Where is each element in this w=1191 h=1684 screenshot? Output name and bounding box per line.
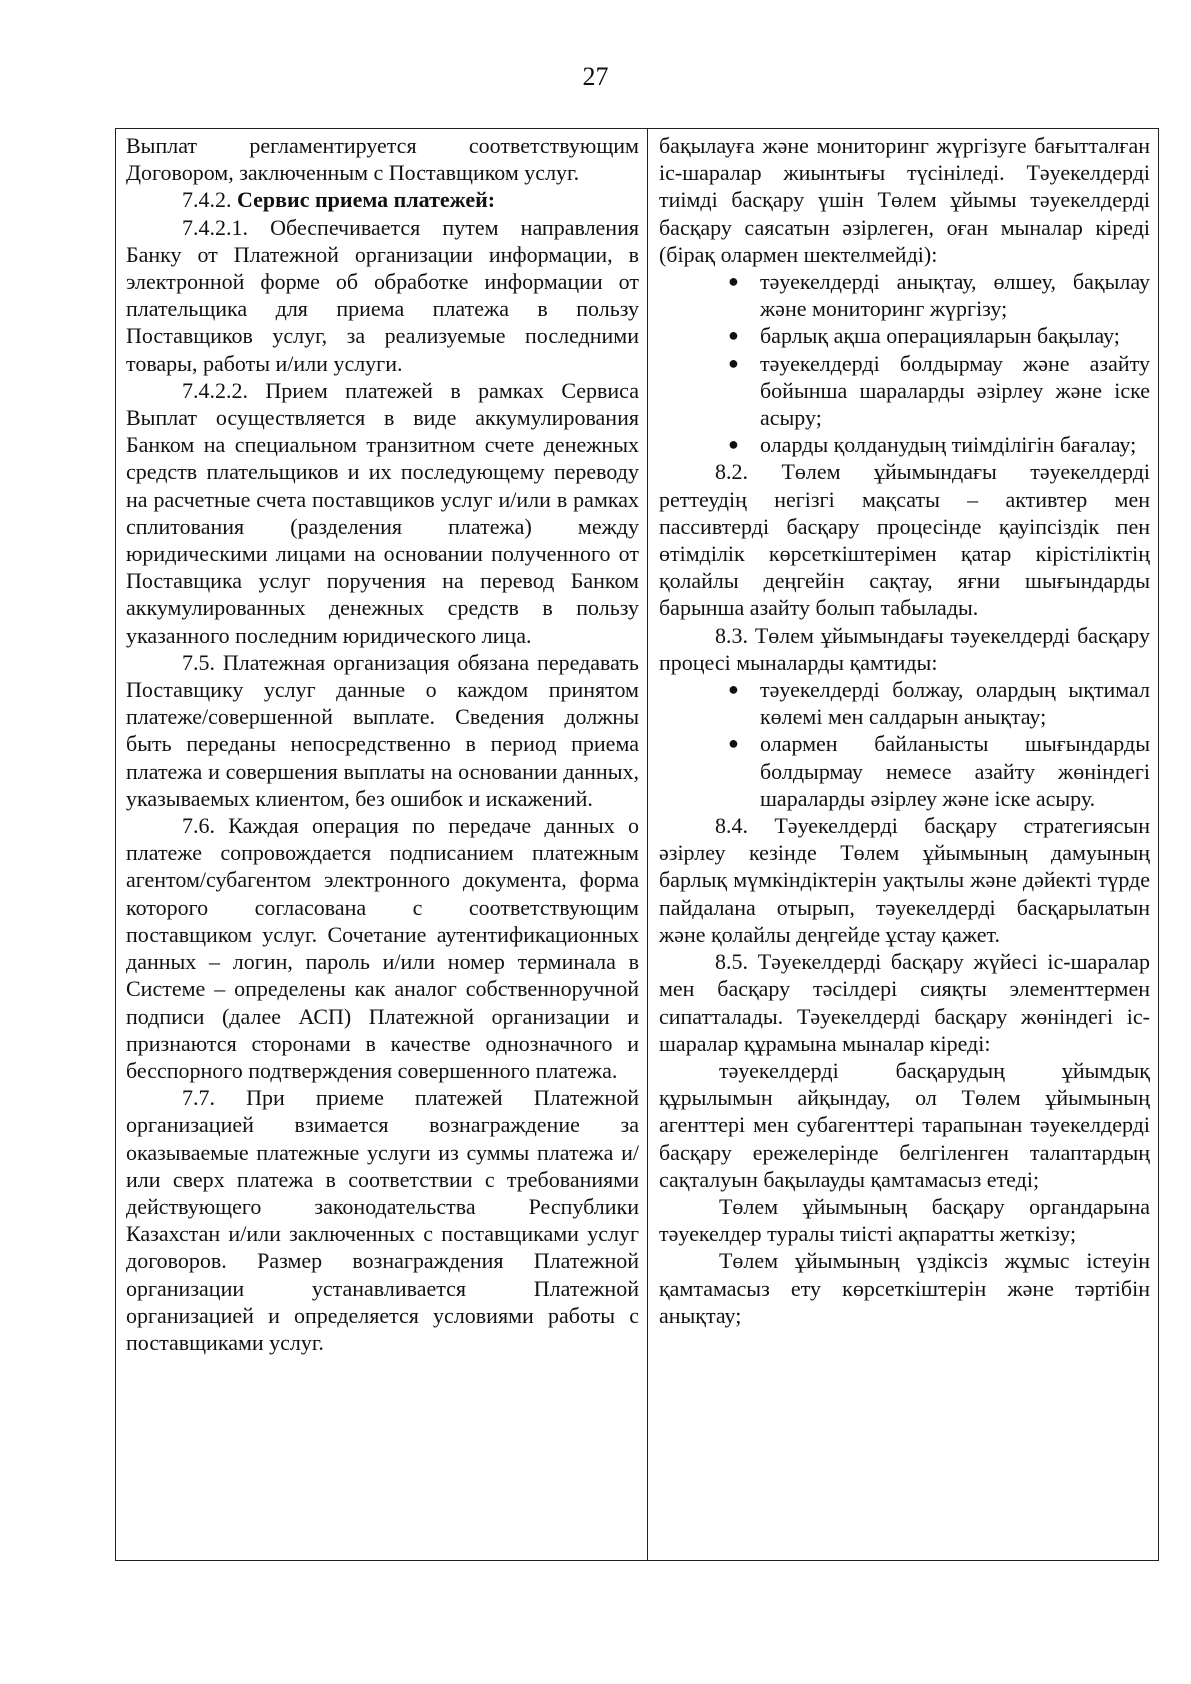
paragraph-8-4: 8.4. Тәуекелдерді басқару стратегиясын әзірлеу кезінде Төлем ұйымының дамуының барлық мүмкіндіктерін уақтылы және дәйекті түрде пайдалана отырып, тәуекелдерді басқарылатын және қолайлы деңгейде ұстау қажет. [658, 813, 1150, 947]
list-item: ● оларды қолданудың тиімділігін бағалау; [727, 432, 1137, 458]
paragraph-8-3: 8.3. Төлем ұйымындағы тәуекелдерді басқару процесі мыналарды қамтиды: [658, 622, 1150, 675]
bullet-dot-icon: ● [727, 271, 739, 292]
paragraph-info-delivery: Төлем ұйымының басқару органдарына тәуекелдер туралы тиісті ақпаратты жеткізу; [658, 1193, 1150, 1247]
list-item: ● олармен байланысты шығындарды болдырмау немесе азайту жөніндегі шараларды әзірлеу және іске асыру. [727, 731, 1150, 811]
paragraph-7-4-2-2: 7.4.2.2. Прием платежей в рамках Сервиса Выплат осуществляется в виде аккумулирования Банком на специальном транзитном счете денежных средств плательщиков и их последующему переводу на расчетные счета поставщиков услуг и/или в рамках сплитования (разделения платежа) между юридическими лицами на основании полученного от Поставщика услуг поручения на перевод Банком аккумулированных денежных средств в пользу указанного последним юридического лица. [126, 377, 639, 648]
left-column-russian [116, 129, 648, 1560]
bullet-dot-icon: ● [727, 679, 739, 700]
bullet-dot-icon: ● [727, 352, 739, 373]
risk-process-list [659, 676, 1150, 812]
paragraph-7-7: 7.7. При приеме платежей Платежной организацией взимается вознаграждение за оказываемые платежные услуги из суммы платежа и/или сверх платежа в соответствии с требованиями действующего законодательства Республики Казахстан и/или заключенных с поставщиками услуг договоров. Размер вознаграждения Платежной организации устанавливается Платежной организацией и определяется условиями работы с поставщиками услуг. [126, 1085, 639, 1355]
paragraph-payouts-contract: Выплат регламентируется соответствующим Договором, заключенным с Поставщиком услуг. [126, 133, 639, 186]
right-column-kazakh [648, 129, 1158, 1560]
paragraph-7-6: 7.6. Каждая операция по передаче данных о платеже сопровождается подписанием платежным агентом/субагентом электронного документа, форма которого согласована с соответствующим поставщиком услуг. Сочетание аутентификационных данных – логин, пароль и/или номер терминала в Системе – определены как аналог собственноручной подписи (далее АСП) Платежной организации и признаются сторонами в качестве однозначного и бесспорного подтверждения совершенного платежа. [126, 813, 639, 1083]
bullet-dot-icon: ● [727, 733, 739, 754]
document-table [115, 128, 1159, 1561]
paragraph-8-5: 8.5. Тәуекелдерді басқару жүйесі іс-шаралар мен басқару тәсілдері сияқты элементтермен сипатталады. Тәуекелдерді басқару жөніндегі іс-шаралар құрамына мыналар кіреді: [658, 949, 1150, 1056]
bullet-dot-icon: ● [727, 325, 739, 346]
paragraph-risk-intro: бақылауға және мониторинг жүргізуге бағытталған іс-шаралар жиынтығы түсініледі. Тәуекелдерді тиімді басқару үшін Төлем ұйымы тәуекелдерді басқару саясатын әзірлеген, оған мыналар кіреді (бірақ олармен шектелмейді): [658, 133, 1150, 267]
bullet-dot-icon: ● [727, 434, 739, 455]
paragraph-8-2: 8.2. Төлем ұйымындағы тәуекелдерді реттеудің негізгі мақсаты – активтер мен пассивтерді басқару процесінде қауіпсіздік пен өтімділік көрсеткіштерімен қатар кірістіліктің қолайлы деңгейін сақтау, яғни шығындарды барынша азайту болып табылады. [658, 459, 1150, 621]
list-item: ● тәуекелдерді анықтау, өлшеу, бақылау және мониторинг жүргізу; [727, 269, 1150, 322]
paragraph-org-structure: тәуекелдерді басқарудың ұйымдық құрылымын айқындау, ол Төлем ұйымының агенттері мен субагенттері тарапынан тәуекелдерді басқару ережелерінде белгіленген талаптардың сақталуын бақылауды қамтамасыз етеді; [658, 1057, 1150, 1192]
list-item: ● тәуекелдерді болжау, олардың ықтимал көлемі мен салдарын анықтау; [727, 677, 1150, 730]
list-item: ● тәуекелдерді болдырмау және азайту бойынша шараларды әзірлеу және іске асыру; [727, 350, 1150, 431]
section-title: Сервис приема платежей: [237, 187, 496, 213]
section-number: 7.4.2. [182, 187, 237, 213]
list-item: ● барлық ақша операцияларын бақылау; [727, 323, 1120, 349]
paragraph-continuity: Төлем ұйымының үздіксіз жұмыс істеуін қамтамасыз ету көрсеткіштерін және тәртібін анықтау; [658, 1248, 1150, 1328]
page-number: 27 [582, 62, 609, 91]
risk-policy-list [659, 268, 1150, 458]
paragraph-7-4-2-1: 7.4.2.1. Обеспечивается путем направления Банку от Платежной организации информации, в электронной форме об обработке информации от плательщика для приема платежа в пользу Поставщиков услуг, за реализуемые последними товары, работы и/или услуги. [126, 214, 639, 376]
section-heading-7-4-2 [126, 186, 639, 213]
paragraph-7-5: 7.5. Платежная организация обязана передавать Поставщику услуг данные о каждом принятом платеже/совершенной выплате. Сведения должны быть переданы непосредственно в период приема платежа и совершения выплаты на основании данных, указываемых клиентом, без ошибок и искажений. [126, 649, 639, 811]
